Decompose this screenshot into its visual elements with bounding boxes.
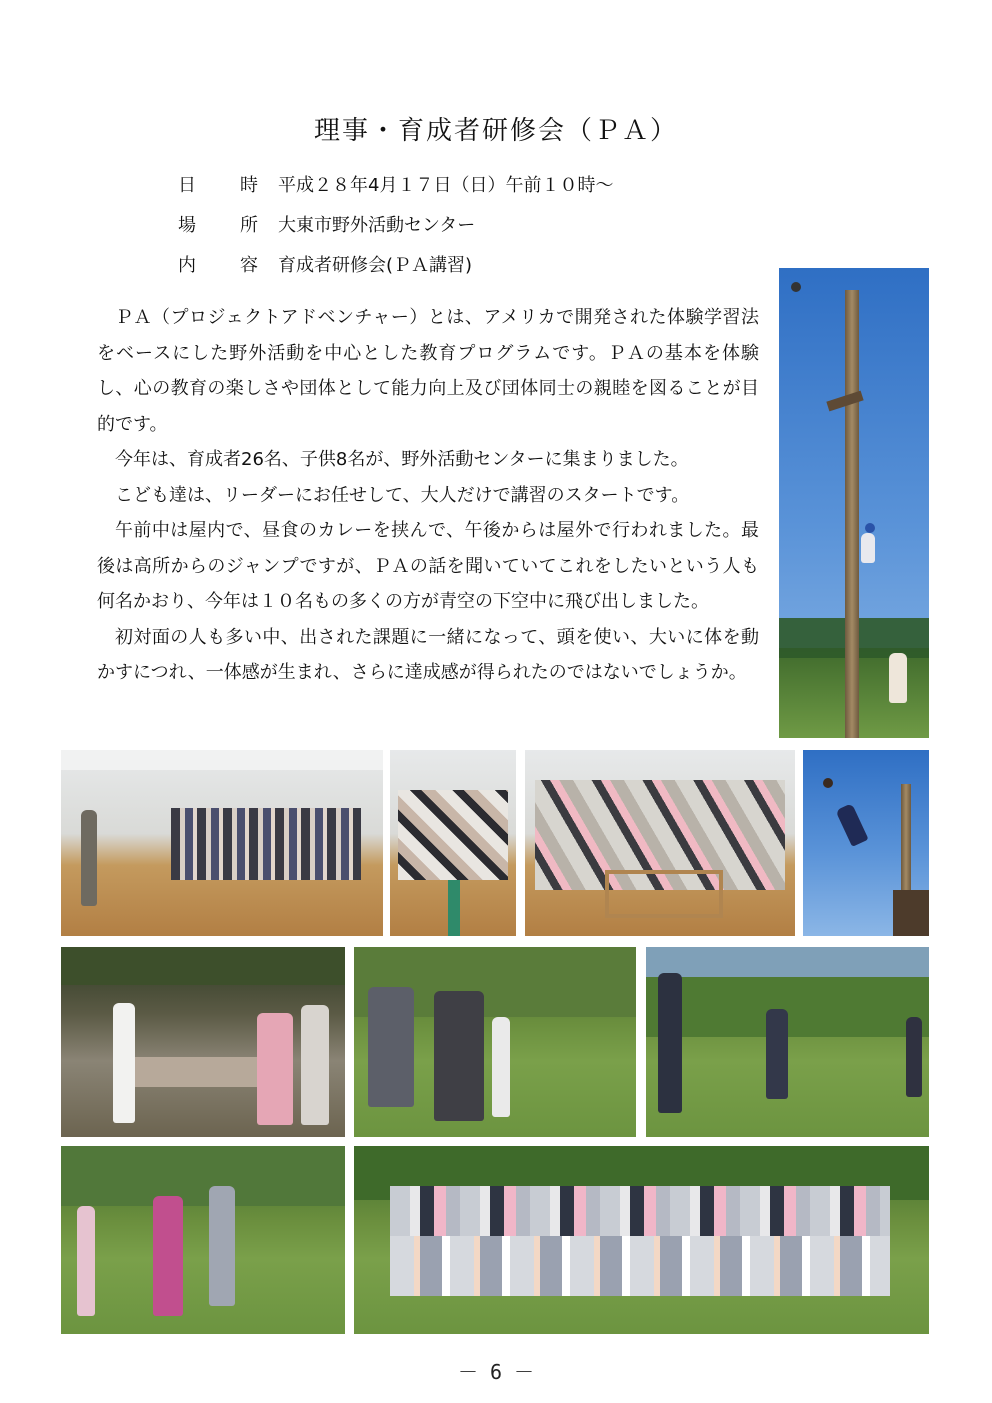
- info-value: 平成２８年4月１７日（日）午前１０時～: [278, 175, 614, 196]
- photo-lunch: [61, 947, 345, 1137]
- page-number: － 6 －: [457, 1360, 535, 1384]
- photo-gym-lineup: [61, 750, 383, 936]
- photo-indoor-task: [390, 750, 516, 936]
- photo-outdoor-rope: [354, 947, 636, 1137]
- info-label: 所: [240, 215, 258, 236]
- info-label: 場: [178, 215, 196, 236]
- info-label: 時: [240, 175, 258, 196]
- paragraph: 初対面の人も多い中、出された課題に一緒になって、頭を使い、大いに体を動かすにつれ、一体感が生まれ、さらに達成感が得られたのではないでしょうか。: [97, 626, 759, 683]
- info-value: 育成者研修会(ＰＡ講習): [278, 255, 473, 276]
- info-row-datetime: [178, 172, 613, 212]
- paragraph: 今年は、育成者26名、子供8名が、野外活動センターに集まりました。: [115, 449, 689, 470]
- photo-group: [354, 1146, 929, 1334]
- info-label: 容: [240, 255, 258, 276]
- info-label: 日: [178, 175, 196, 196]
- photo-pole-climb: [779, 268, 929, 738]
- page-title: 理事・育成者研修会（ＰＡ）: [313, 116, 678, 146]
- paragraph: ＰＡ（プロジェクトアドベンチャー）とは、アメリカで開発された体験学習法をベースにした野外活動を中心とした教育プログラムです。ＰＡの基本を体験し、心の教育の楽しさや団体として能力向上及び団体同士の親睦を図ることが目的です。: [97, 307, 759, 435]
- paragraph: 午前中は屋内で、昼食のカレーを挟んで、午後からは屋外で行われました。最後は高所からのジャンプですが、ＰＡの話を聞いていてこれをしたいという人も何名かおり、今年は１０名もの多くの方が青空の下空中に飛び出しました。: [97, 520, 759, 612]
- photo-jump: [803, 750, 929, 936]
- info-value: 大東市野外活動センター: [278, 215, 476, 236]
- article-body: [97, 300, 759, 691]
- event-info: [178, 172, 613, 292]
- info-row-place: [178, 212, 613, 252]
- photo-outdoor-swing: [646, 947, 929, 1137]
- photo-floor-game: [525, 750, 795, 936]
- paragraph: こども達は、リーダーにお任せして、大人だけで講習のスタートです。: [115, 484, 690, 506]
- info-label: 内: [178, 255, 196, 276]
- info-row-content: [178, 252, 613, 292]
- photo-outdoor-activity: [61, 1146, 345, 1334]
